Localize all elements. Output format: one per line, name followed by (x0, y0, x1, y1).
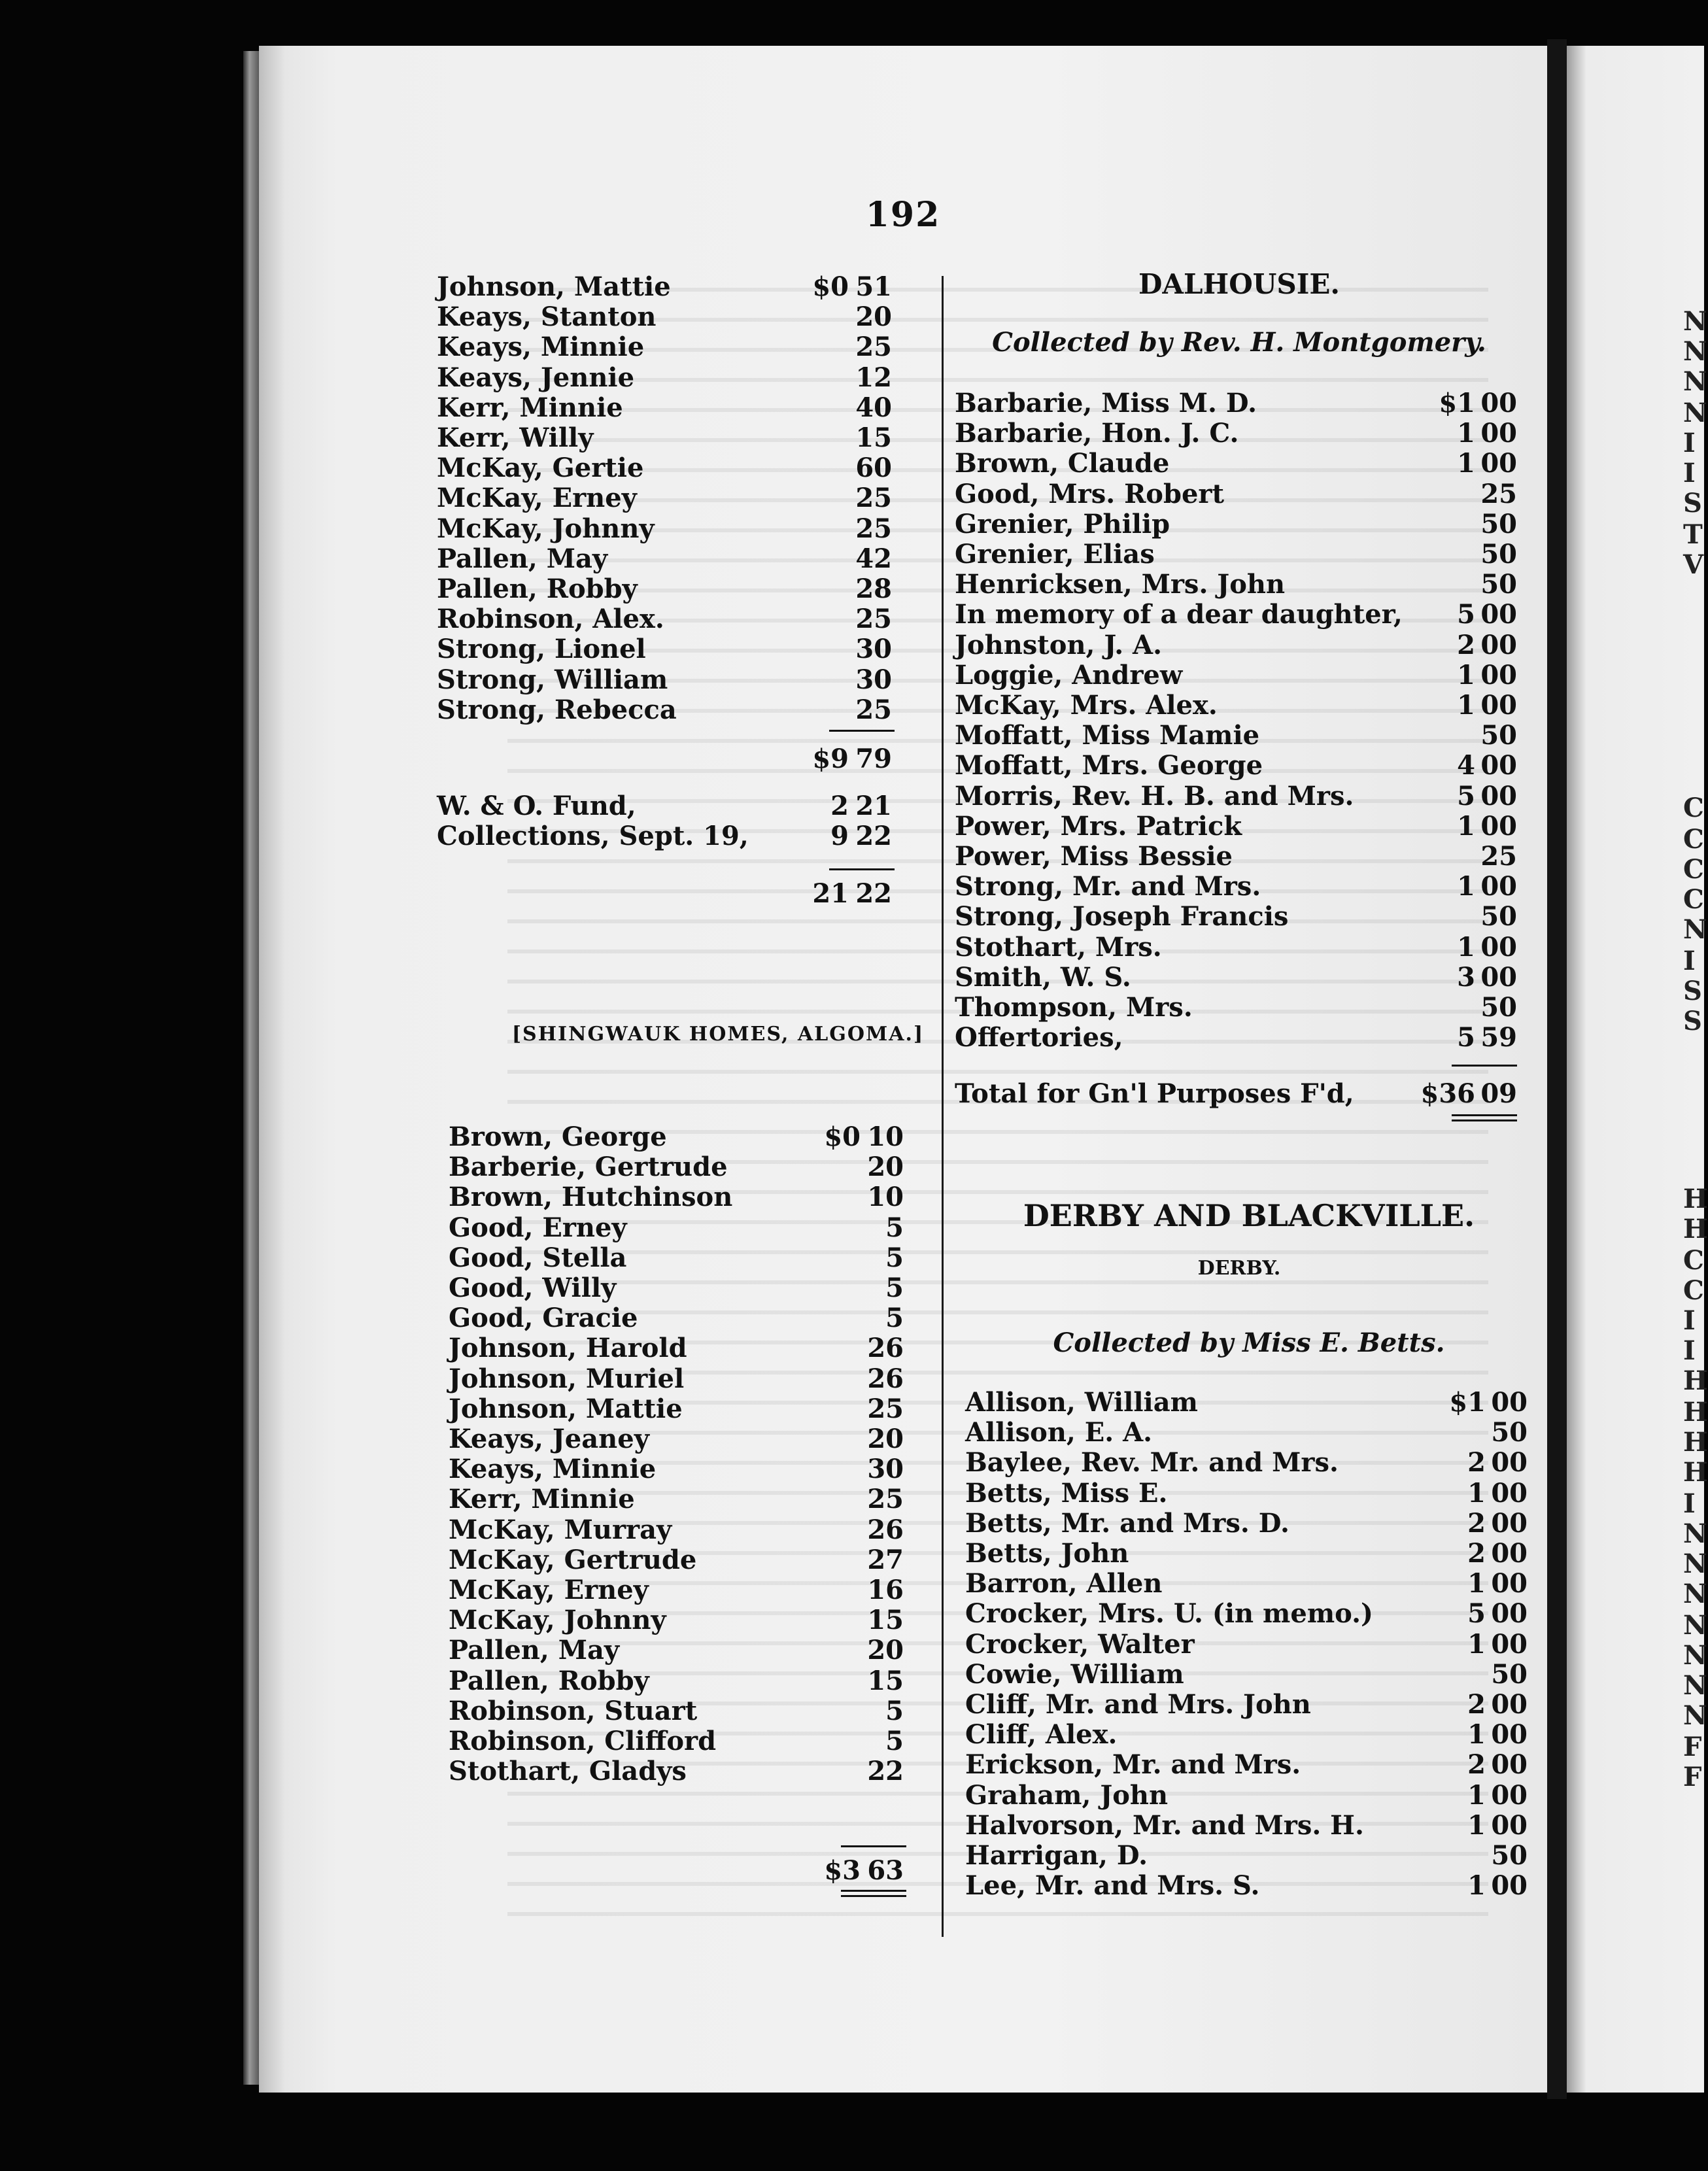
amount-dollars: 1 (1457, 871, 1475, 902)
donor-name: Allison, William (965, 1387, 1198, 1418)
amount-cents: 00 (1480, 629, 1517, 660)
collector-line: Collected by Miss E. Betts. (1053, 1327, 1445, 1358)
facing-page-letter: I (1683, 1488, 1696, 1519)
donor-name: Good, Gracie (449, 1303, 638, 1334)
amount-dollars: 1 (1457, 448, 1475, 479)
donor-row (955, 902, 1530, 932)
donor-name: McKay, Johnny (437, 513, 655, 544)
donor-name: Pallen, Robby (449, 1665, 649, 1696)
donor-name: Brown, Claude (955, 448, 1170, 479)
amount-dollars: 1 (1467, 1779, 1486, 1811)
donor-name: Johnson, Mattie (437, 271, 671, 302)
donor-name: Crocker, Walter (965, 1628, 1195, 1660)
donor-name: Pallen, May (437, 543, 608, 574)
amount-cents: 00 (1480, 750, 1517, 781)
facing-page-edge (1567, 46, 1708, 2093)
facing-page-letter: N (1683, 1670, 1707, 1701)
donor-name: Harrigan, D. (965, 1840, 1148, 1871)
amount-dollars: 1 (1467, 1628, 1486, 1660)
amount-dollars: 1 (1467, 1809, 1486, 1841)
amount-cents: 00 (1491, 1598, 1528, 1630)
amount-cents: 00 (1491, 1477, 1528, 1509)
amount-dollars: $9 (812, 744, 849, 774)
amount-cents: 51 (855, 271, 892, 302)
donor-name: Power, Mrs. Patrick (955, 810, 1242, 842)
donor-name: Betts, Mr. and Mrs. D. (965, 1507, 1290, 1539)
sum-rule (841, 1845, 906, 1847)
donor-name: McKay, Johnny (449, 1605, 666, 1636)
donor-row (965, 1599, 1541, 1629)
donor-row (955, 872, 1530, 902)
amount-dollars: 1 (1457, 810, 1475, 842)
amount-cents: 00 (1480, 931, 1517, 963)
amount-cents: 00 (1491, 1628, 1528, 1660)
facing-page-letter: H (1683, 1397, 1708, 1427)
donor-name: Strong, Lionel (437, 634, 646, 665)
amount-cents: 40 (855, 392, 892, 423)
amount-cents: 26 (867, 1333, 904, 1364)
amount-cents: 25 (855, 604, 892, 635)
donor-name: Loggie, Andrew (955, 659, 1183, 691)
donor-name: McKay, Gertie (437, 453, 644, 484)
amount-cents: 60 (855, 453, 892, 484)
amount-dollars: $1 (1439, 388, 1475, 419)
donor-row (965, 1690, 1541, 1720)
amount-cents: 15 (867, 1605, 904, 1636)
donor-name: Stothart, Gladys (449, 1756, 687, 1787)
amount-cents: 50 (1480, 992, 1517, 1023)
facing-page-letter: N (1683, 306, 1707, 337)
donor-row (965, 1418, 1541, 1448)
right-column (955, 46, 1530, 2093)
amount-cents: 28 (855, 573, 892, 604)
facing-page-letter: F (1683, 1732, 1702, 1762)
donor-name: Cliff, Alex. (965, 1719, 1118, 1751)
donor-name: Stothart, Mrs. (955, 931, 1162, 963)
donor-name: Robinson, Stuart (449, 1695, 698, 1726)
donor-name: Power, Miss Bessie (955, 841, 1233, 872)
donor-name: Halvorson, Mr. and Mrs. H. (965, 1809, 1364, 1841)
donor-row (955, 509, 1530, 539)
section-heading-shingwauk: [SHINGWAUK HOMES, ALGOMA.] (511, 1023, 925, 1046)
facing-page-letter: H (1683, 1184, 1708, 1214)
amount-dollars: 3 (1457, 961, 1475, 993)
amount-cents: 09 (1480, 1078, 1517, 1109)
facing-page-letter: I (1683, 946, 1696, 976)
amount-dollars: 2 (1467, 1447, 1486, 1479)
donor-row (965, 1750, 1541, 1780)
facing-page-letter: S (1683, 976, 1702, 1006)
facing-page-letter: N (1683, 1579, 1707, 1609)
donor-name: Baylee, Rev. Mr. and Mrs. (965, 1447, 1339, 1479)
donor-name: Total for Gn'l Purposes F'd, (955, 1078, 1354, 1109)
donor-row (965, 1388, 1541, 1418)
amount-dollars: 5 (1457, 780, 1475, 812)
donor-name: Cliff, Mr. and Mrs. John (965, 1689, 1311, 1720)
amount-cents: 30 (855, 664, 892, 695)
collector-line: Collected by Rev. H. Montgomery. (992, 327, 1486, 358)
amount-cents: 22 (855, 821, 892, 852)
donor-name: Keays, Minnie (449, 1454, 657, 1485)
donor-name: Keays, Jennie (437, 362, 635, 393)
amount-cents: 20 (867, 1635, 904, 1666)
donor-name: Keays, Minnie (437, 332, 645, 363)
donor-name: Barron, Allen (965, 1568, 1163, 1599)
amount-cents: 27 (867, 1544, 904, 1575)
amount-dollars: $36 (1420, 1078, 1475, 1109)
donor-row (955, 781, 1530, 812)
section-heading-dalhousie: DALHOUSIE. (1138, 268, 1341, 300)
facing-page-letter: H (1683, 1214, 1708, 1244)
amount-cents: 00 (1480, 780, 1517, 812)
donor-name: Good, Willy (449, 1273, 617, 1303)
amount-cents: 00 (1491, 1870, 1528, 1902)
double-rule (841, 1895, 906, 1897)
donor-name: Thompson, Mrs. (955, 992, 1193, 1023)
amount-cents: 10 (867, 1182, 904, 1213)
amount-cents: 25 (867, 1393, 904, 1424)
donor-row (965, 1569, 1541, 1599)
facing-page-letter: H (1683, 1457, 1708, 1488)
donor-row (965, 1630, 1541, 1660)
donor-name: Moffatt, Mrs. George (955, 750, 1263, 781)
section-heading-derby: DERBY AND BLACKVILLE. (1023, 1198, 1475, 1233)
donor-row (955, 721, 1530, 751)
amount-cents: 16 (867, 1575, 904, 1605)
amount-cents: 79 (855, 744, 892, 774)
donor-name: Strong, Mr. and Mrs. (955, 871, 1261, 902)
amount-cents: 20 (867, 1152, 904, 1183)
amount-cents: 5 (885, 1212, 904, 1243)
subheading-derby: DERBY. (1197, 1257, 1281, 1280)
amount-cents: 50 (1480, 508, 1517, 539)
amount-cents: 00 (1491, 1749, 1528, 1781)
donor-name: Kerr, Minnie (449, 1484, 635, 1515)
amount-dollars: 5 (1467, 1598, 1486, 1630)
facing-page-letter: C (1683, 1275, 1704, 1306)
amount-cents: 50 (1480, 720, 1517, 751)
amount-cents: 00 (1491, 1538, 1528, 1569)
amount-dollars: 9 (830, 821, 849, 852)
donor-row (965, 1781, 1541, 1811)
donor-name: Barbarie, Miss M. D. (955, 388, 1257, 419)
amount-cents: 5 (885, 1695, 904, 1726)
donor-name: Moffatt, Miss Mamie (955, 720, 1260, 751)
amount-cents: 00 (1480, 659, 1517, 691)
donor-name: Johnson, Muriel (449, 1363, 685, 1394)
amount-cents: 5 (885, 1242, 904, 1273)
amount-cents: 12 (855, 362, 892, 393)
amount-dollars: 2 (1467, 1749, 1486, 1781)
amount-cents: 10 (867, 1121, 904, 1152)
donor-row (955, 842, 1530, 872)
amount-dollars: 1 (1457, 418, 1475, 449)
total-row (955, 1079, 1530, 1109)
facing-page-letter: I (1683, 1335, 1696, 1366)
amount-cents: 15 (867, 1665, 904, 1696)
donor-name: Crocker, Mrs. U. (in memo.) (965, 1598, 1373, 1630)
amount-cents: 25 (1480, 478, 1517, 509)
double-rule (1452, 1120, 1517, 1121)
donor-row (965, 1720, 1541, 1750)
facing-page-letter: V (1683, 549, 1704, 580)
amount-cents: 30 (867, 1454, 904, 1485)
donor-name: Johnson, Harold (449, 1333, 687, 1364)
amount-dollars: $3 (824, 1855, 861, 1886)
facing-page-letter: N (1683, 1700, 1707, 1731)
donor-row (955, 751, 1530, 781)
amount-cents: 26 (867, 1514, 904, 1545)
amount-cents: 00 (1480, 418, 1517, 449)
amount-dollars: 2 (1467, 1507, 1486, 1539)
donor-row (955, 812, 1530, 842)
facing-page-letter: T (1683, 519, 1703, 550)
facing-page-letter: S (1683, 1006, 1702, 1036)
facing-page-letter: N (1683, 398, 1707, 428)
donor-name: Keays, Stanton (437, 301, 657, 333)
amount-dollars: 2 (830, 791, 849, 821)
amount-cents: 42 (855, 543, 892, 574)
donor-name: Betts, Miss E. (965, 1477, 1168, 1509)
donor-name: Graham, John (965, 1779, 1169, 1811)
donor-row (965, 1539, 1541, 1569)
facing-page-letter: H (1683, 1427, 1708, 1458)
facing-page-letter: N (1683, 914, 1707, 945)
facing-page-letter: C (1683, 793, 1704, 823)
facing-page-letter: I (1683, 1305, 1696, 1336)
facing-page-letter: N (1683, 1518, 1707, 1549)
amount-dollars: 5 (1457, 1022, 1475, 1053)
donor-row (955, 388, 1530, 419)
donor-name: Pallen, Robby (437, 573, 638, 604)
amount-cents: 25 (855, 694, 892, 725)
amount-cents: 22 (867, 1756, 904, 1787)
amount-cents: 22 (855, 878, 892, 909)
amount-cents: 00 (1480, 871, 1517, 902)
facing-page-letter: N (1683, 1610, 1707, 1641)
donor-row (965, 1479, 1541, 1509)
donor-name: Betts, John (965, 1538, 1129, 1569)
facing-page-letter: I (1683, 458, 1696, 488)
donor-name: W. & O. Fund, (437, 791, 636, 821)
page-number: 192 (865, 195, 941, 235)
donor-row (965, 1811, 1541, 1841)
donor-name: Brown, Hutchinson (449, 1182, 733, 1213)
donor-name: McKay, Gertrude (449, 1544, 697, 1575)
amount-dollars: 1 (1467, 1870, 1486, 1902)
amount-cents: 50 (1491, 1417, 1528, 1448)
amount-cents: 00 (1491, 1689, 1528, 1720)
donor-row (965, 1509, 1541, 1539)
donor-row (965, 1448, 1541, 1478)
amount-cents: 00 (1480, 448, 1517, 479)
donor-row (955, 963, 1530, 993)
amount-cents: 26 (867, 1363, 904, 1394)
amount-cents: 5 (885, 1303, 904, 1334)
amount-dollars: 2 (1457, 629, 1475, 660)
facing-page-letter: I (1683, 428, 1696, 458)
double-rule (841, 1890, 906, 1892)
donor-name: Henricksen, Mrs. John (955, 569, 1286, 600)
amount-cents: 25 (867, 1484, 904, 1515)
donor-name: Kerr, Minnie (437, 392, 623, 423)
donor-name: Collections, Sept. 19, (437, 821, 749, 852)
amount-cents: 00 (1491, 1779, 1528, 1811)
amount-dollars: 1 (1457, 690, 1475, 721)
donor-row (955, 479, 1530, 509)
donor-row (965, 1871, 1541, 1901)
amount-cents: 00 (1480, 961, 1517, 993)
amount-cents: 00 (1491, 1447, 1528, 1479)
donor-row (955, 539, 1530, 570)
facing-page-letter: N (1683, 1548, 1707, 1579)
donor-name: Robinson, Clifford (449, 1726, 717, 1756)
donor-name: Barberie, Gertrude (449, 1152, 728, 1183)
donor-name: Good, Erney (449, 1212, 627, 1243)
amount-cents: 00 (1491, 1387, 1528, 1418)
amount-cents: 20 (855, 301, 892, 333)
amount-cents: 63 (867, 1855, 904, 1886)
amount-cents: 50 (1491, 1658, 1528, 1690)
donor-name: Strong, Joseph Francis (955, 901, 1289, 932)
amount-cents: 50 (1480, 901, 1517, 932)
donor-row (955, 1023, 1530, 1053)
donor-name: Kerr, Willy (437, 422, 594, 453)
amount-cents: 50 (1491, 1840, 1528, 1871)
donor-name: In memory of a dear daughter, (955, 599, 1403, 630)
facing-page-letter: C (1683, 854, 1704, 885)
amount-dollars: $1 (1449, 1387, 1486, 1418)
donor-row (955, 993, 1530, 1023)
donor-name: Keays, Jeaney (449, 1424, 649, 1454)
double-rule (1452, 1114, 1517, 1116)
facing-page-letter: F (1683, 1762, 1702, 1792)
sum-rule (829, 730, 895, 732)
donor-row (955, 932, 1530, 963)
donor-row (955, 600, 1530, 630)
amount-cents: 5 (885, 1273, 904, 1303)
amount-cents: 25 (855, 513, 892, 544)
amount-dollars: 1 (1457, 659, 1475, 691)
facing-page-letter: C (1683, 884, 1704, 915)
amount-dollars: 1 (1467, 1568, 1486, 1599)
facing-page-letter: N (1683, 336, 1707, 367)
amount-cents: 25 (855, 483, 892, 514)
amount-dollars: $0 (812, 271, 849, 302)
amount-dollars: 21 (812, 878, 849, 909)
facing-page-letter: C (1683, 824, 1704, 855)
donor-name: McKay, Erney (437, 483, 637, 514)
donor-name: Lee, Mr. and Mrs. S. (965, 1870, 1260, 1902)
amount-dollars: 2 (1467, 1689, 1486, 1720)
amount-cents: 00 (1480, 690, 1517, 721)
donor-row (955, 419, 1530, 449)
donor-name: Erickson, Mr. and Mrs. (965, 1749, 1301, 1781)
page-edge-strip (243, 51, 259, 2085)
facing-page-letter: N (1683, 366, 1707, 397)
amount-cents: 25 (855, 332, 892, 363)
donor-row (955, 570, 1530, 600)
donor-name: Barbarie, Hon. J. C. (955, 418, 1239, 449)
donor-name: McKay, Murray (449, 1514, 672, 1545)
amount-cents: 30 (855, 634, 892, 665)
donor-name: McKay, Mrs. Alex. (955, 690, 1218, 721)
amount-cents: 25 (1480, 841, 1517, 872)
facing-page-letter: H (1683, 1365, 1708, 1396)
amount-dollars: $0 (824, 1121, 861, 1152)
amount-dollars: 1 (1457, 931, 1475, 963)
book-page (259, 46, 1547, 2093)
donor-name: Strong, William (437, 664, 668, 695)
donor-row (955, 630, 1530, 660)
donor-name: Brown, George (449, 1121, 667, 1152)
donor-name: Morris, Rev. H. B. and Mrs. (955, 780, 1354, 812)
facing-page-letter: C (1683, 1245, 1704, 1276)
amount-dollars: 1 (1467, 1477, 1486, 1509)
facing-page-letter: S (1683, 488, 1702, 519)
amount-cents: 20 (867, 1424, 904, 1454)
donor-name: Johnston, J. A. (955, 629, 1163, 660)
amount-cents: 00 (1491, 1719, 1528, 1751)
gutter-shadow (1547, 39, 1567, 2099)
donor-name: Strong, Rebecca (437, 694, 677, 725)
amount-cents: 00 (1480, 810, 1517, 842)
donor-row (955, 691, 1530, 721)
donor-row (955, 660, 1530, 691)
donor-name: Grenier, Elias (955, 539, 1155, 570)
amount-dollars: 4 (1457, 750, 1475, 781)
amount-cents: 50 (1480, 539, 1517, 570)
amount-cents: 59 (1480, 1022, 1517, 1053)
amount-cents: 00 (1491, 1568, 1528, 1599)
amount-dollars: 5 (1457, 599, 1475, 630)
amount-cents: 5 (885, 1726, 904, 1756)
amount-dollars: 2 (1467, 1538, 1486, 1569)
amount-cents: 00 (1480, 388, 1517, 419)
donor-name: Robinson, Alex. (437, 604, 664, 635)
sum-rule (829, 868, 895, 870)
donor-name: Offertories, (955, 1022, 1123, 1053)
facing-page-letter: N (1683, 1640, 1707, 1671)
amount-cents: 00 (1491, 1507, 1528, 1539)
donor-name: Grenier, Philip (955, 508, 1170, 539)
donor-row (965, 1841, 1541, 1871)
amount-dollars: 1 (1467, 1719, 1486, 1751)
donor-name: Cowie, William (965, 1658, 1184, 1690)
amount-cents: 00 (1480, 599, 1517, 630)
amount-cents: 15 (855, 422, 892, 453)
donor-name: Johnson, Mattie (449, 1393, 683, 1424)
donor-name: Allison, E. A. (965, 1417, 1153, 1448)
donor-name: Good, Stella (449, 1242, 627, 1273)
donor-row (965, 1660, 1541, 1690)
donor-name: McKay, Erney (449, 1575, 649, 1605)
amount-cents: 21 (855, 791, 892, 821)
donor-row (955, 449, 1530, 479)
amount-cents: 00 (1491, 1809, 1528, 1841)
donor-name: Good, Mrs. Robert (955, 478, 1224, 509)
donor-name: Smith, W. S. (955, 961, 1131, 993)
sum-rule (1452, 1065, 1517, 1067)
donor-name: Pallen, May (449, 1635, 620, 1666)
amount-cents: 50 (1480, 569, 1517, 600)
